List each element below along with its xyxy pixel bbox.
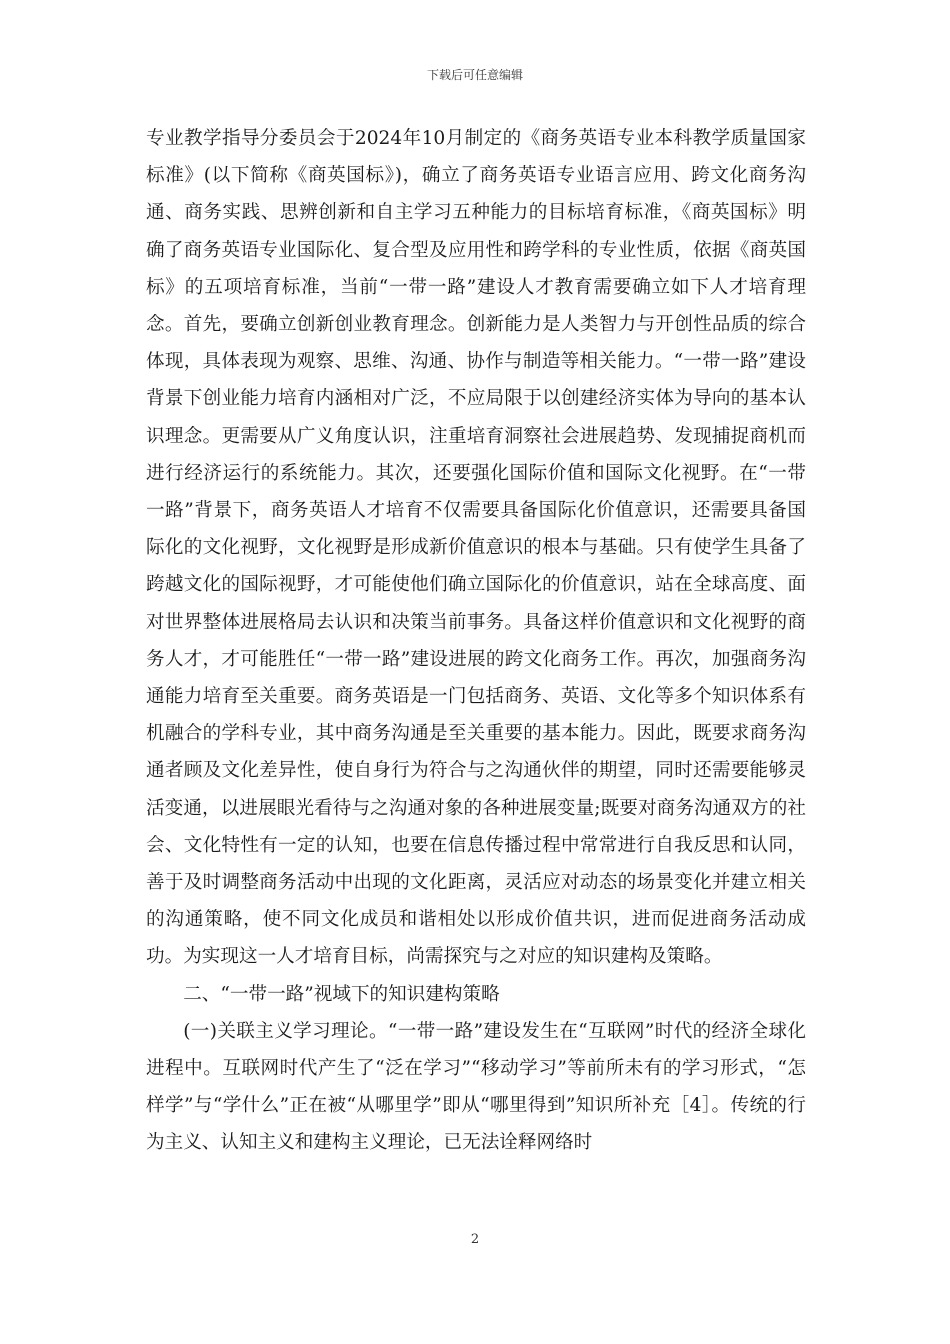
page-header: 下载后可任意编辑: [426, 68, 523, 82]
page-number: 2: [470, 1232, 480, 1247]
body-paragraph: 专业教学指导分委员会于2024年10月制定的《商务英语专业本科教学质量国家标准》(以下简称《商英国标》)，确立了商务英语专业语言应用、跨文化商务沟通、商务实践、思辨创新和自主学习五种能力的目标培育标准，《商英国标》明确了商务英语专业国际化、复合型及应用性和跨学科的专业性质，依据《商英国标》的五项培育标准，当前“一带一路”建设人才教育需要确立如下人才培育理念。首先，要确立创新创业教育理念。创新能力是人类智力与开创性品质的综合体现，具体表现为观察、思维、沟通、协作与制造等相关能力。“一带一路”建设背景下创业能力培育内涵相对广泛，不应局限于以创建经济实体为导向的基本认识理念。更需要从广义角度认识，注重培育洞察社会进展趋势、发现捕捉商机而进行经济运行的系统能力。其次，还要强化国际价值和国际文化视野。在“一带一路”背景下，商务英语人才培育不仅需要具备国际化价值意识，还需要具备国际化的文化视野，文化视野是形成新价值意识的根本与基础。只有使学生具备了跨越文化的国际视野，才可能使他们确立国际化的价值意识，站在全球高度、面对世界整体进展格局去认识和决策当前事务。具备这样价值意识和文化视野的商务人才，才可能胜任“一带一路”建设进展的跨文化商务工作。再次，加强商务沟通能力培育至关重要。商务英语是一门包括商务、英语、文化等多个知识体系有机融合的学科专业，其中商务沟通是至关重要的基本能力。因此，既要求商务沟通者顾及文化差异性，使自身行为符合与之沟通伙伴的期望，同时还需要能够灵活变通，以进展眼光看待与之沟通对象的各种进展变量;既要对商务沟通双方的社会、文化特性有一定的认知，也要在信息传播过程中常常进行自我反思和认同，善于及时调整商务活动中出现的文化距离，灵活应对动态的场景变化并建立相关的沟通策略，使不同文化成员和谐相处以形成价值共识，进而促进商务活动成功。为实现这一人才培育目标，尚需探究与之对应的知识建构及策略。: [146, 128, 806, 968]
document-body: [146, 120, 806, 1162]
section-heading: 二、“一带一路”视域下的知识建构策略: [183, 983, 500, 1005]
body-paragraph: (一)关联主义学习理论。“一带一路”建设发生在“互联网”时代的经济全球化进程中。互联网时代产生了“泛在学习”“移动学习”等前所未有的学习形式，“怎样学”与“学什么”正在被“从哪里学”即从“哪里得到”知识所补充［4］。传统的行为主义、认知主义和建构主义理论，已无法诠释网络时: [146, 1020, 806, 1154]
